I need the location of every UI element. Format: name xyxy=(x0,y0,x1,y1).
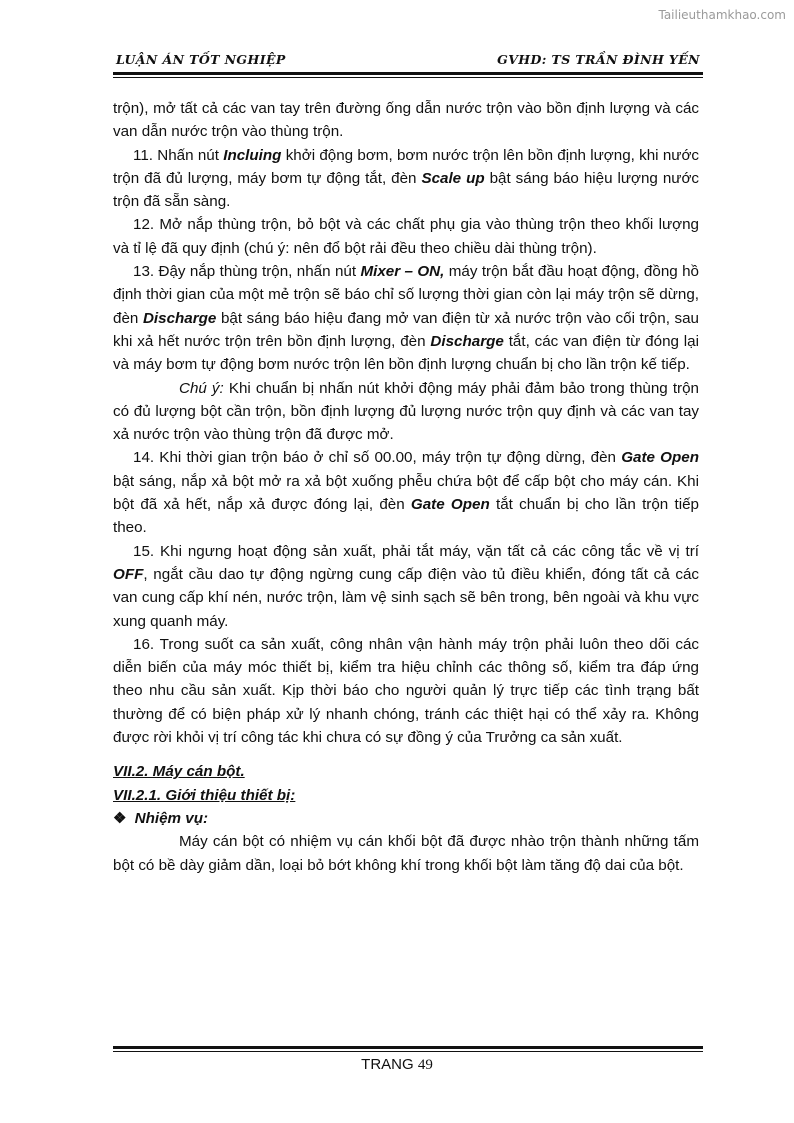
paragraph-step-13: 13. Đậy nắp thùng trộn, nhấn nút Mixer – ON, máy trộn bắt đầu hoạt động, đồng hồ định thời gian của một mẻ trộn sẽ báo chỉ số lượng thời gian còn lại máy trộn sẽ dừng, đèn Discharge bật sáng báo hiệu đang mở van điện từ xả nước trộn vào cối trộn, sau khi xả hết nước trộn trên bồn định lượng, đèn Discharge tắt, các van điện từ đóng lại và máy bơm tự động bơm nước trộn lên bồn định lượng chuẩn bị cho lần trộn kế tiếp. xyxy=(113,263,699,374)
page-number: 49 xyxy=(417,1057,433,1073)
section-heading: VII.2. Máy cán bột. xyxy=(113,763,245,781)
footer-rule-thin xyxy=(113,1051,703,1052)
keyword-scale-up: Scale up xyxy=(421,169,485,187)
page-body xyxy=(113,97,699,877)
bullet-heading: ❖ Nhiệm vụ: xyxy=(113,809,209,827)
header-rule-thick xyxy=(113,72,703,75)
header-title: LUẬN ÁN TỐT NGHIỆP xyxy=(116,52,286,67)
paragraph-step-15: 15. Khi ngưng hoạt động sản xuất, phải tắt máy, vặn tất cả các công tắc về vị trí OFF, ngắt cầu dao tự động ngừng cung cấp điện vào tủ điều khiển, đóng tất cả các van cung cấp khí nén, nước trộn, làm vệ sinh sạch sẽ bên trong, bên ngoài và khu vực xung quanh máy. xyxy=(113,542,699,630)
paragraph-continuation: trộn), mở tất cả các van tay trên đường ống dẫn nước trộn vào bồn định lượng và các van dẫn nước trộn vào thùng trộn. xyxy=(113,100,699,141)
paragraph-duty: Máy cán bột có nhiệm vụ cán khối bột đã được nhào trộn thành những tấm bột có bề dày giảm dần, loại bỏ bớt không khí trong khối bột làm tăng độ dai của bột. xyxy=(113,833,699,874)
keyword-discharge: Discharge xyxy=(142,309,217,327)
keyword-incluing: Incluing xyxy=(223,146,282,164)
footer-rule-thick xyxy=(113,1046,703,1049)
footer-label: TRANG xyxy=(361,1056,414,1073)
watermark: Tailieuthamkhao.com xyxy=(658,8,786,22)
keyword-gate-open: Gate Open xyxy=(621,449,699,467)
paragraph-step-11: 11. Nhấn nút Incluing khởi động bơm, bơm nước trộn lên bồn định lượng, khi nước trộn đã đủ lượng, máy bơm tự động tắt, đèn Scale up bật sáng báo hiệu lượng nước trộn đã sẵn sàng. xyxy=(113,146,699,211)
keyword-mixer-on: Mixer – ON, xyxy=(360,263,445,281)
paragraph-step-14: 14. Khi thời gian trộn báo ở chỉ số 00.00, máy trộn tự động dừng, đèn Gate Open bật sáng, nắp xả bột mở ra xả bột xuống phễu chứa bột để cấp bột cho máy cán. Khi bột đã xả hết, nắp xả được đóng lại, đèn Gate Open tắt chuẩn bị cho lần trộn tiếp theo. xyxy=(113,449,699,537)
keyword-off: OFF xyxy=(113,565,144,583)
header-rule-thin xyxy=(113,77,703,78)
keyword-discharge: Discharge xyxy=(430,332,504,350)
paragraph-note: Chú ý: Khi chuẩn bị nhấn nút khởi động máy phải đảm bảo trong thùng trộn có đủ lượng bột cần trộn, bồn định lượng đủ lượng nước trộn quy định và các van tay xả nước trộn vào thùng trộn đã được mở. xyxy=(113,379,699,444)
diamond-bullet-icon: ❖ xyxy=(113,809,127,827)
subsection-heading: VII.2.1. Giới thiệu thiết bị: xyxy=(113,786,296,804)
page-footer xyxy=(0,1056,794,1074)
header-advisor: GVHD: TS TRẦN ĐÌNH YẾN xyxy=(497,52,700,67)
paragraph-step-16: 16. Trong suốt ca sản xuất, công nhân vận hành máy trộn phải luôn theo dõi các diễn biến của máy móc thiết bị, kiểm tra hiệu chỉnh các thông số, kiểm tra đáp ứng theo nhu cầu sản xuất. Kịp thời báo cho người quản lý trực tiếp các tình trạng bất thường để có biện pháp xử lý nhanh chóng, tránh các thiệt hại có thể xảy ra. Không được rời khỏi vị trí công tác khi chưa có sự đồng ý của Trưởng ca sản xuất. xyxy=(113,635,699,747)
paragraph-step-12: 12. Mở nắp thùng trộn, bỏ bột và các chất phụ gia vào thùng trộn theo khối lượng và tỉ lệ đã quy định (chú ý: nên đổ bột rải đều theo chiều dài thùng trộn). xyxy=(113,216,699,257)
note-label: Chú ý: xyxy=(179,379,224,397)
keyword-gate-open: Gate Open xyxy=(410,496,490,514)
